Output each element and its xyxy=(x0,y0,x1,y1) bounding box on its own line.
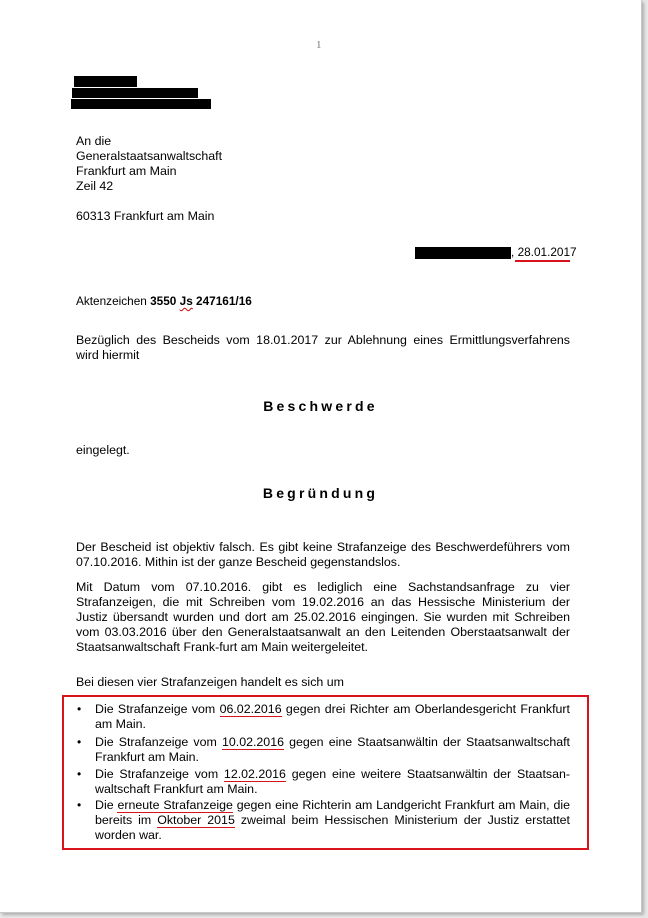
recipient-line-4: Zeil 42 xyxy=(76,179,114,193)
recipient-postcode-city: 60313 Frankfurt am Main xyxy=(76,209,215,223)
bullet-3: • xyxy=(77,767,82,781)
letter-date: 28.01.2017 xyxy=(517,245,577,259)
item-4-underline-1: erneute Strafanzeige xyxy=(117,798,233,812)
paragraph-1: Der Bescheid ist objektiv falsch. Es gibt keine Strafanzeige des Beschwerdeführers vom 07.10.2016. Mithin ist der ganze Bescheid gegenstandslos. xyxy=(76,540,570,569)
lodged-text: eingelegt. xyxy=(76,443,130,457)
redacted-sender-city xyxy=(71,99,211,109)
reference-line xyxy=(76,294,252,309)
recipient-line-2: Generalstaatsanwaltschaft xyxy=(76,149,223,163)
list-item-3: Die Strafanzeige vom 12.02.2016 gegen eine weitere Staatsanwältin der Staatsan-waltschaft Frankfurt am Main. xyxy=(95,767,570,796)
bullet-2: • xyxy=(77,735,82,749)
reference-number-1: 3550 xyxy=(150,294,177,308)
recipient-line-3: Frankfurt am Main xyxy=(76,164,177,178)
item-2-date: 10.02.2016 xyxy=(221,735,284,749)
list-item-2: Die Strafanzeige vom 10.02.2016 gegen eine Staatsanwältin der Staatsanwaltschaft Frankfurt am Main. xyxy=(95,735,571,764)
paragraph-2: Mit Datum vom 07.10.2016. gibt es lediglich eine Sachstandsanfrage zu vier Strafanzeigen, die mit Schreiben vom 19.02.2016 an das Hessische Ministerium der Justiz übersandt wurden und dort am 25.02.2016 eingingen. Sie wurden mit Schreiben vom 03.03.2016 über den Generalstaatsanwalt an den Leitenden Oberstaatsanwalt der Staatsanwaltschaft Frank-furt am Main weitergeleitet. xyxy=(76,580,570,654)
list-item-1: Die Strafanzeige vom 06.02.2016 gegen drei Richter am Oberlandesgericht Frankfurt am Main. xyxy=(95,702,570,731)
redacted-sender-name xyxy=(74,76,137,87)
intro-paragraph: Bezüglich des Bescheids vom 18.01.2017 zur Ablehnung eines Ermittlungsverfahrens wird hiermit xyxy=(76,333,570,362)
reference-prefix: Aktenzeichen xyxy=(76,294,151,308)
paragraph-3: Bei diesen vier Strafanzeigen handelt es sich um xyxy=(76,675,344,689)
bullet-1: • xyxy=(77,702,82,716)
page-number: 1 xyxy=(316,39,322,51)
item-3-date: 12.02.2016 xyxy=(223,767,286,781)
reference-js: Js xyxy=(179,294,193,308)
reference-number-2: 247161/16 xyxy=(196,294,252,308)
heading-beschwerde: Beschwerde xyxy=(263,398,378,414)
list-item-4: Die erneute Strafanzeige gegen eine Richterin am Landgericht Frankfurt am Main, die bereits im Oktober 2015 zweimal beim Hessischen Ministerium der Justiz erstattet worden war. xyxy=(95,798,570,842)
item-1-date: 06.02.2016 xyxy=(219,702,282,716)
recipient-line-1: An die xyxy=(76,134,112,148)
redacted-place xyxy=(415,247,511,259)
date-line xyxy=(511,245,577,260)
heading-begruendung: Begründung xyxy=(262,485,379,501)
bullet-4: • xyxy=(77,798,82,812)
redacted-sender-street xyxy=(72,88,198,98)
item-4-underline-2: Oktober 2015 xyxy=(157,813,235,827)
date-underline-markup xyxy=(515,260,570,262)
date-separator: , xyxy=(511,245,518,259)
